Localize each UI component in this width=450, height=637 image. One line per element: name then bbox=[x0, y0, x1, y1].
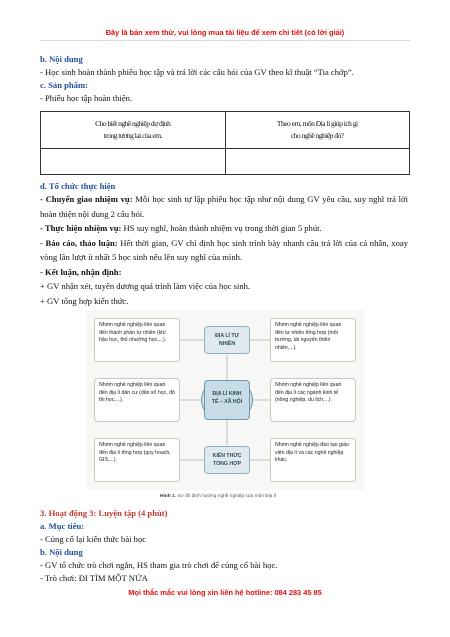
worksheet-answer-cell-2 bbox=[225, 148, 410, 174]
content-text-2: - Trò chơi: ĐI TÌM MỘT NỬA bbox=[40, 573, 148, 583]
header-divider bbox=[40, 40, 410, 41]
conclusion-line-1: + GV nhận xét, tuyên dương quá trình làm việc của học sinh. bbox=[40, 281, 251, 291]
section-b-text: - Học sinh hoàn thành phiếu học tập và trả lời các câu hỏi của GV theo kĩ thuật “Tia chớp”. bbox=[40, 67, 354, 77]
figure-caption-label: Hình 1. bbox=[160, 494, 176, 499]
conclusion-label: - Kết luận, nhận định: bbox=[40, 266, 122, 277]
worksheet-header-1 bbox=[41, 112, 226, 149]
worksheet-header-2-line1: Theo em, môn Địa lí giúp ích gì bbox=[276, 118, 358, 128]
node-physical-geography: ĐỊA LÍ TỰ NHIÊN bbox=[204, 326, 250, 354]
worksheet-header-1-line2: trong tương lai của em. bbox=[103, 130, 162, 140]
worksheet-header-2 bbox=[225, 112, 410, 149]
career-box-population: Nhóm nghề nghiệp liên quan đến địa lí dân cư (dân số học, đô thị học,...). bbox=[94, 378, 180, 422]
career-box-integrated-nature: Nhóm nghề nghiệp liên quan đến tự nhiên tổng hợp (môi trường, tài nguyên thiên nhiên,...). bbox=[270, 318, 356, 362]
career-box-natural-components: Nhóm nghề nghiệp liên quan đến thành phần tự nhiên (khí hậu học, thổ nhưỡng học,...). bbox=[94, 318, 180, 362]
career-orientation-diagram bbox=[86, 310, 364, 490]
node-socioeconomic-geography: ĐỊA LÍ KINH TẾ – XÃ HỘI bbox=[204, 380, 250, 420]
section-d-body bbox=[40, 192, 408, 308]
task-execution bbox=[40, 221, 408, 236]
section-b-heading: b. Nội dung bbox=[40, 54, 83, 64]
objective-heading: a. Mục tiêu: bbox=[40, 521, 85, 531]
career-box-teacher-training: Nhóm nghề nghiệp đào tạo giáo viên địa lí và các nghề nghiệp khác. bbox=[270, 438, 356, 482]
task-assignment-label: - Chuyển giao nhiệm vụ: bbox=[40, 194, 133, 204]
figure-caption-text: Sơ đồ định hướng nghề nghiệp của môn Địa lí bbox=[176, 494, 277, 499]
section-d-heading: d. Tổ chức thực hiện bbox=[40, 181, 116, 191]
node-general-knowledge: KIẾN THỨC TỔNG HỢP bbox=[204, 446, 250, 474]
worksheet-header-1-line1: Cho biết nghề nghiệp dự định bbox=[95, 118, 171, 128]
worksheet-header-2-line2: cho nghề nghiệp đó? bbox=[290, 130, 344, 140]
hotline-banner: Mọi thắc mắc vui lòng xin liên hệ hotline: 084 283 45 85 bbox=[128, 588, 322, 597]
preview-banner: Đây là bản xem thử, vui lòng mua tài liệu để xem chi tiết (có lời giải) bbox=[105, 28, 345, 37]
task-assignment bbox=[40, 192, 408, 221]
section-c-heading: c. Sản phẩm: bbox=[40, 80, 88, 90]
task-assignment-text: Mỗi học sinh tự lập phiếu học tập như nội dung GV yêu cầu, suy nghĩ trả lời hoàn thiện nội dung 2 câu hỏi. bbox=[40, 194, 408, 219]
figure-caption bbox=[160, 494, 276, 499]
activity-3-heading: 3. Hoạt động 3: Luyện tập (4 phút) bbox=[40, 508, 168, 518]
content-text-1: - GV tổ chức trò chơi ngắn, HS tham gia trò chơi để củng cố bài học. bbox=[40, 560, 278, 570]
content-heading: b. Nội dung bbox=[40, 547, 83, 557]
career-box-general-geography: Nhóm nghề nghiệp liên quan đến địa lí tổng hợp (quy hoạch, GIS,...). bbox=[94, 438, 180, 482]
conclusion-line-2: + GV tổng hợp kiến thức. bbox=[40, 295, 129, 306]
report-discussion bbox=[40, 236, 408, 265]
task-execution-text: HS suy nghĩ, hoàn thành nhiệm vụ trong thời gian 5 phút. bbox=[121, 223, 322, 233]
report-discussion-text: Hết thời gian, GV chỉ định học sinh trình bày nhanh câu trả lời của cá nhân, xoay vòng lần lượt ít nhất 5 học sinh nêu lên suy nghĩ của mình. bbox=[40, 237, 408, 262]
task-execution-label: - Thực hiện nhiệm vụ: bbox=[40, 223, 122, 233]
worksheet-table bbox=[40, 111, 410, 175]
section-c-text: - Phiếu học tập hoàn thiện. bbox=[40, 93, 133, 103]
career-box-economic-sectors: Nhóm nghề nghiệp liên quan đến địa lí các ngành kinh tế (nông nghiệp, du lịch,...). bbox=[270, 378, 356, 422]
worksheet-answer-cell-1 bbox=[41, 148, 226, 174]
objective-text: - Củng cố lại kiến thức bài học bbox=[40, 534, 147, 544]
report-discussion-label: - Báo cáo, thảo luận: bbox=[40, 237, 118, 248]
